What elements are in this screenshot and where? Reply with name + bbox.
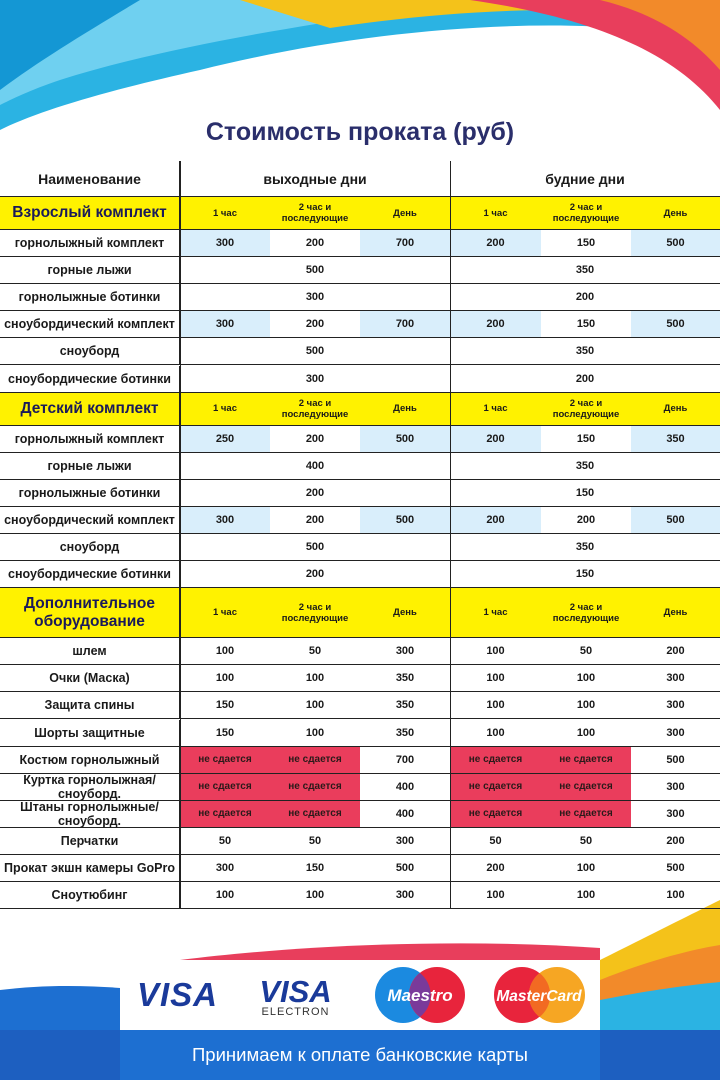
price-weekday-2h: 150 <box>541 426 631 453</box>
price-weekday-1h: 200 <box>450 230 541 257</box>
price-weekday-day: 500 <box>631 855 720 882</box>
maestro-icon <box>365 965 475 1025</box>
price-weekend-1h: 300 <box>180 230 270 257</box>
price-weekday-1h: 100 <box>450 638 541 665</box>
table-row <box>0 665 720 692</box>
price-weekday-2h: 100 <box>541 855 631 882</box>
column-divider <box>180 161 181 909</box>
table-row <box>0 426 720 453</box>
table-row <box>0 692 720 719</box>
visa-electron-text: VISA <box>259 974 332 1009</box>
price-weekend-1h: не сдается <box>180 774 270 801</box>
item-name: сноубордические ботинки <box>0 366 180 393</box>
item-name: сноубордические ботинки <box>0 561 180 588</box>
section-title: Дополнительное оборудование <box>0 588 180 638</box>
price-weekday: 350 <box>450 534 720 561</box>
price-weekday: 350 <box>450 338 720 365</box>
price-weekend-2h: 150 <box>270 855 360 882</box>
price-weekday-1h: 100 <box>450 665 541 692</box>
price-weekend-1h: 100 <box>180 665 270 692</box>
price-weekend-day: 700 <box>360 311 450 338</box>
visa-text: VISA <box>136 976 219 1013</box>
price-weekday-1h: 100 <box>450 692 541 719</box>
price-table <box>0 161 720 909</box>
price-weekend-day: 700 <box>360 747 450 774</box>
table-row <box>0 311 720 338</box>
price-weekend-day: 300 <box>360 828 450 855</box>
item-name: Шорты защитные <box>0 720 180 747</box>
table-row <box>0 284 720 311</box>
sub-label-2h: 2 час и последующие <box>270 393 360 426</box>
sub-label-day: День <box>360 588 450 638</box>
price-weekend-2h: 200 <box>270 311 360 338</box>
price-weekend-1h: 50 <box>180 828 270 855</box>
sub-label-2h: 2 час и последующие <box>541 588 631 638</box>
price-weekend-1h: 300 <box>180 507 270 534</box>
price-weekday-1h: 50 <box>450 828 541 855</box>
price-weekend-2h: 200 <box>270 230 360 257</box>
sub-label-1h: 1 час <box>180 197 270 230</box>
price-weekend-1h: 100 <box>180 638 270 665</box>
price-weekend-2h: 100 <box>270 720 360 747</box>
price-weekday: 350 <box>450 453 720 480</box>
sub-label-2h: 2 час и последующие <box>270 588 360 638</box>
price-weekend: 200 <box>180 561 450 588</box>
electron-text: ELECTRON <box>261 1006 330 1018</box>
table-row <box>0 507 720 534</box>
price-weekday-2h: не сдается <box>541 801 631 828</box>
item-name: горные лыжи <box>0 453 180 480</box>
item-name: Прокат экшн камеры GoPro <box>0 855 180 882</box>
price-weekend-day: 500 <box>360 426 450 453</box>
price-weekend: 400 <box>180 453 450 480</box>
sub-label-2h: 2 час и последующие <box>541 393 631 426</box>
visa-logo <box>120 960 235 1030</box>
item-name: сноубордический комплект <box>0 507 180 534</box>
sub-label-1h: 1 час <box>450 197 541 230</box>
price-weekend: 300 <box>180 284 450 311</box>
sub-label-1h: 1 час <box>180 393 270 426</box>
price-weekday-1h: 100 <box>450 720 541 747</box>
table-row <box>0 257 720 284</box>
price-weekend-1h: 250 <box>180 426 270 453</box>
table-row <box>0 534 720 561</box>
item-name: Очки (Маска) <box>0 665 180 692</box>
item-name: горнолыжный комплект <box>0 230 180 257</box>
price-weekday-day: 200 <box>631 638 720 665</box>
table-row <box>0 561 720 588</box>
mastercard-text: MasterCard <box>496 988 582 1005</box>
table-row <box>0 453 720 480</box>
section-header-row <box>0 393 720 426</box>
section-header-row <box>0 197 720 230</box>
price-weekend-1h: 150 <box>180 720 270 747</box>
maestro-text: Maestro <box>387 986 453 1005</box>
table-row <box>0 828 720 855</box>
price-weekend-2h: 50 <box>270 828 360 855</box>
price-weekend-2h: 200 <box>270 426 360 453</box>
price-weekday-day: 300 <box>631 774 720 801</box>
price-weekday-day: 300 <box>631 692 720 719</box>
table-row <box>0 480 720 507</box>
item-name: Костюм горнолыжный <box>0 747 180 774</box>
item-name: сноуборд <box>0 534 180 561</box>
sub-label-2h: 2 час и последующие <box>541 197 631 230</box>
sub-label-day: День <box>360 197 450 230</box>
price-weekend: 500 <box>180 338 450 365</box>
item-name: Штаны горнолыжные/сноуборд. <box>0 801 180 828</box>
header-name: Наименование <box>0 161 180 197</box>
price-weekday-day: 200 <box>631 828 720 855</box>
price-weekend-2h: 200 <box>270 507 360 534</box>
price-weekend: 300 <box>180 366 450 393</box>
price-weekend-1h: не сдается <box>180 747 270 774</box>
price-weekend-day: 300 <box>360 638 450 665</box>
price-weekday-day: 300 <box>631 665 720 692</box>
sub-label-day: День <box>360 393 450 426</box>
price-weekend-1h: 150 <box>180 692 270 719</box>
payment-cards <box>120 960 600 1030</box>
price-weekday-2h: 150 <box>541 311 631 338</box>
item-name: горнолыжные ботинки <box>0 284 180 311</box>
price-weekday-1h: не сдается <box>450 801 541 828</box>
price-weekday-day: 500 <box>631 507 720 534</box>
table-row <box>0 747 720 774</box>
price-weekday-2h: 150 <box>541 230 631 257</box>
price-weekend-day: 350 <box>360 720 450 747</box>
table-header-row <box>0 161 720 197</box>
price-weekend-2h: не сдается <box>270 747 360 774</box>
price-weekend-1h: не сдается <box>180 801 270 828</box>
sub-label-1h: 1 час <box>180 588 270 638</box>
mastercard-logo <box>482 960 597 1030</box>
item-name: Сноутюбинг <box>0 882 180 909</box>
price-weekday-day: 500 <box>631 311 720 338</box>
table-row <box>0 774 720 801</box>
price-weekday-2h: не сдается <box>541 774 631 801</box>
price-weekend-2h: 100 <box>270 692 360 719</box>
price-weekday-2h: 50 <box>541 638 631 665</box>
section-header-row <box>0 588 720 638</box>
sub-label-day: День <box>631 393 720 426</box>
section-title: Взрослый комплект <box>0 197 180 230</box>
price-weekday-day: 350 <box>631 426 720 453</box>
price-weekday-1h: не сдается <box>450 774 541 801</box>
price-weekday-1h: не сдается <box>450 747 541 774</box>
price-weekday-1h: 200 <box>450 507 541 534</box>
item-name: горнолыжные ботинки <box>0 480 180 507</box>
price-weekend-2h: 50 <box>270 638 360 665</box>
price-weekend-1h: 300 <box>180 311 270 338</box>
price-weekday-day: 300 <box>631 801 720 828</box>
table-row <box>0 366 720 393</box>
sub-label-1h: 1 час <box>450 588 541 638</box>
price-weekend-2h: не сдается <box>270 774 360 801</box>
table-row <box>0 338 720 365</box>
price-weekday-2h: не сдается <box>541 747 631 774</box>
price-weekend: 500 <box>180 534 450 561</box>
item-name: шлем <box>0 638 180 665</box>
price-weekday-2h: 100 <box>541 720 631 747</box>
price-weekend: 200 <box>180 480 450 507</box>
price-weekday: 200 <box>450 284 720 311</box>
header-weekday: будние дни <box>450 161 720 197</box>
table-row <box>0 638 720 665</box>
price-weekday-1h: 200 <box>450 311 541 338</box>
table-row <box>0 882 720 909</box>
price-weekend-day: 400 <box>360 774 450 801</box>
price-weekday-2h: 100 <box>541 882 631 909</box>
price-weekend-1h: 300 <box>180 855 270 882</box>
table-row <box>0 230 720 257</box>
price-weekday: 150 <box>450 561 720 588</box>
item-name: сноубордический комплект <box>0 311 180 338</box>
price-weekday-day: 100 <box>631 882 720 909</box>
column-divider <box>450 161 451 909</box>
visa-electron-logo <box>238 960 353 1030</box>
price-weekday-day: 300 <box>631 720 720 747</box>
item-name: сноуборд <box>0 338 180 365</box>
table-row <box>0 720 720 747</box>
sub-label-2h: 2 час и последующие <box>270 197 360 230</box>
price-weekday-1h: 200 <box>450 426 541 453</box>
item-name: горнолыжный комплект <box>0 426 180 453</box>
price-weekday-2h: 200 <box>541 507 631 534</box>
header-weekend: выходные дни <box>180 161 450 197</box>
price-weekend-1h: 100 <box>180 882 270 909</box>
price-weekday: 200 <box>450 366 720 393</box>
price-weekday-2h: 100 <box>541 692 631 719</box>
page-title: Стоимость проката (руб) <box>205 118 515 146</box>
price-weekend-day: 350 <box>360 692 450 719</box>
price-weekend-day: 500 <box>360 507 450 534</box>
footer-banner: Принимаем к оплате банковские карты <box>120 1030 600 1080</box>
price-weekday-day: 500 <box>631 230 720 257</box>
price-weekday: 150 <box>450 480 720 507</box>
price-weekday-2h: 100 <box>541 665 631 692</box>
price-weekend-day: 500 <box>360 855 450 882</box>
price-weekend-2h: 100 <box>270 882 360 909</box>
price-weekend: 500 <box>180 257 450 284</box>
mastercard-icon <box>482 965 597 1025</box>
price-weekday-day: 500 <box>631 747 720 774</box>
sub-label-day: День <box>631 197 720 230</box>
section-title: Детский комплект <box>0 393 180 426</box>
maestro-logo <box>365 960 475 1030</box>
price-weekend-day: 350 <box>360 665 450 692</box>
price-weekday-1h: 100 <box>450 882 541 909</box>
price-weekday: 350 <box>450 257 720 284</box>
item-name: горные лыжи <box>0 257 180 284</box>
price-weekend-2h: 100 <box>270 665 360 692</box>
price-weekday-1h: 200 <box>450 855 541 882</box>
price-weekend-day: 700 <box>360 230 450 257</box>
item-name: Перчатки <box>0 828 180 855</box>
price-weekend-2h: не сдается <box>270 801 360 828</box>
price-weekend-day: 300 <box>360 882 450 909</box>
price-weekday-2h: 50 <box>541 828 631 855</box>
sub-label-day: День <box>631 588 720 638</box>
price-weekend-day: 400 <box>360 801 450 828</box>
item-name: Защита спины <box>0 692 180 719</box>
table-row <box>0 801 720 828</box>
sub-label-1h: 1 час <box>450 393 541 426</box>
item-name: Куртка горнолыжная/сноуборд. <box>0 774 180 801</box>
table-row <box>0 855 720 882</box>
